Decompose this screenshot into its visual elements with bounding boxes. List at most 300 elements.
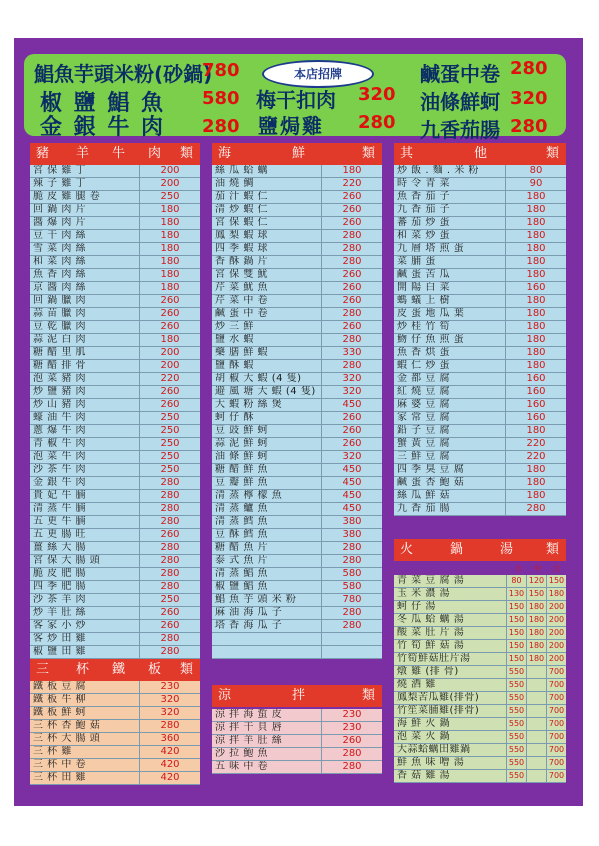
menu-item-price: 320 <box>321 386 382 398</box>
menu-item-name: 蚵 仔 湯 <box>397 601 436 612</box>
menu-item-price: 260 <box>139 308 200 320</box>
menu-item <box>394 243 566 256</box>
menu-item <box>394 601 566 614</box>
menu-item-price: 260 <box>139 529 200 541</box>
menu-item <box>212 464 382 477</box>
menu-item-price: 280 <box>321 360 382 372</box>
title-char: 鮮 <box>292 146 306 161</box>
menu-item-price: 320 <box>321 451 382 463</box>
menu-item-name: 金 都 豆 腐 <box>397 373 451 384</box>
menu-item-price: 180 <box>139 269 200 281</box>
menu-item-name: 麻 油 海 瓜 子 <box>215 607 283 618</box>
menu-item <box>394 490 566 503</box>
menu-item <box>394 308 566 321</box>
menu-item-name: 宮 保 大 腸 頭 <box>33 555 101 566</box>
menu-item-name: 冬 瓜 蛤 蠣 湯 <box>397 614 465 625</box>
menu-item-name: 竹筍鮮菇肚片湯 <box>397 653 471 664</box>
menu-item <box>30 282 200 295</box>
menu-item-price: 250 <box>139 594 200 606</box>
menu-item-name: 脆 皮 肥 腸 <box>33 568 87 579</box>
menu-item-name: 皮 蛋 地 瓜 葉 <box>397 308 465 319</box>
menu-item-price: 160 <box>505 386 566 398</box>
menu-item-name: 酸 菜 肚 片 湯 <box>397 627 465 638</box>
menu-item-price: 700 <box>546 692 566 704</box>
title-char: 杯 <box>76 662 90 677</box>
menu-item <box>394 451 566 464</box>
menu-item-name: 涼 拌 羊 肚 絲 <box>215 735 283 746</box>
menu-item-price: 280 <box>321 308 382 320</box>
menu-item <box>212 191 382 204</box>
menu-item-name: 客 炒 田 雞 <box>33 633 87 644</box>
menu-item-price: 420 <box>139 772 200 784</box>
menu-item-price: 550 <box>506 718 526 730</box>
menu-item-name: 竹笙菜脯雞(排骨) <box>397 705 480 716</box>
title-char: 類 <box>546 542 560 557</box>
menu-item-price: 580 <box>321 581 382 593</box>
menu-item-price: 80 <box>506 575 526 587</box>
menu-item-name: 鹹 蛋 中 卷 <box>215 308 269 319</box>
menu-item-price: 280 <box>139 503 200 515</box>
menu-item-name: 泡 菜 豬 肉 <box>33 373 87 384</box>
menu-item-price <box>526 744 546 756</box>
menu-item-name: 九 層 塔 煎 蛋 <box>397 243 465 254</box>
title-char: 湯 <box>500 542 514 557</box>
menu-item <box>30 581 200 594</box>
menu-item-name: 魚 香 茄 子 <box>397 191 451 202</box>
menu-item-price: 320 <box>139 707 200 719</box>
menu-item-price: 180 <box>321 165 382 177</box>
menu-item-price: 450 <box>321 464 382 476</box>
menu-item <box>212 620 382 633</box>
menu-item <box>30 295 200 308</box>
menu-item <box>394 399 566 412</box>
menu-item-name: 蟹 黃 豆 腐 <box>397 438 451 449</box>
menu-item-price <box>526 705 546 717</box>
menu-item <box>394 178 566 191</box>
title-char: 類 <box>180 146 194 161</box>
menu-item <box>30 772 200 785</box>
menu-item-name: 泡 菜 火 鍋 <box>397 731 451 742</box>
menu-item <box>212 735 382 748</box>
menu-item-price: 150 <box>506 640 526 652</box>
menu-item <box>212 308 382 321</box>
menu-item <box>30 464 200 477</box>
signature-dish-name: 油條鮮蚵 <box>420 90 500 114</box>
signature-dish-price: 280 <box>202 116 240 137</box>
menu-item-name: 大 蝦 粉 絲 煲 <box>215 399 283 410</box>
menu-item <box>30 733 200 746</box>
menu-item-name: 開 陽 白 菜 <box>397 282 451 293</box>
menu-item-name: 宮 保 蝦 仁 <box>215 217 269 228</box>
menu-item-price: 180 <box>505 217 566 229</box>
menu-item-name: 九 香 茄 子 <box>397 204 451 215</box>
menu-item-price: 550 <box>506 679 526 691</box>
menu-item-price: 180 <box>505 295 566 307</box>
menu-item-name: 玉 米 濃 湯 <box>397 588 451 599</box>
menu-item-price: 700 <box>546 718 566 730</box>
menu-item <box>394 165 566 178</box>
menu-item <box>394 191 566 204</box>
menu-item-name: 沙 拉 鮑 魚 <box>215 748 269 759</box>
menu-item <box>212 438 382 451</box>
menu-item-price: 220 <box>505 451 566 463</box>
title-char: 肉 <box>148 146 162 161</box>
menu-item <box>212 555 382 568</box>
menu-item <box>212 412 382 425</box>
menu-item-price: 280 <box>321 748 382 760</box>
menu-item-price <box>526 731 546 743</box>
menu-item <box>212 425 382 438</box>
menu-item-price: 180 <box>139 282 200 294</box>
menu-item-price: 230 <box>139 681 200 693</box>
menu-item-name: 豆 酥 鱈 魚 <box>215 529 269 540</box>
menu-item-name: 和 菜 炒 蛋 <box>397 230 451 241</box>
menu-item-price: 700 <box>546 744 566 756</box>
menu-item <box>212 269 382 282</box>
meat-list <box>30 165 200 659</box>
section-title-cold <box>212 685 382 707</box>
menu-item-price: 250 <box>139 464 200 476</box>
menu-item-price: 380 <box>321 529 382 541</box>
menu-item <box>30 321 200 334</box>
menu-item <box>394 386 566 399</box>
menu-item-price: 260 <box>139 321 200 333</box>
menu-item-price: 200 <box>139 347 200 359</box>
menu-item-price: 260 <box>321 425 382 437</box>
menu-item-price: 280 <box>139 490 200 502</box>
menu-item-price: 260 <box>321 217 382 229</box>
menu-item <box>30 746 200 759</box>
menu-item-name: 三 杯 田 雞 <box>33 772 87 783</box>
signature-badge: 本店招牌 <box>262 60 374 88</box>
title-char: 豬 <box>36 146 50 161</box>
menu-item <box>394 282 566 295</box>
menu-item-name: 鳳 梨 蝦 球 <box>215 230 269 241</box>
menu-item-name: 時 令 青 菜 <box>397 178 451 189</box>
menu-item-price: 180 <box>505 256 566 268</box>
menu-item-price: 150 <box>506 601 526 613</box>
menu-item-price: 450 <box>321 503 382 515</box>
title-char: 類 <box>546 146 560 161</box>
menu-item-price: 180 <box>505 490 566 502</box>
menu-item-price: 700 <box>546 757 566 769</box>
signature-dish-name: 椒 鹽 鯧 魚 <box>40 91 165 116</box>
menu-item <box>30 620 200 633</box>
menu-item <box>30 759 200 772</box>
menu-item <box>394 666 566 679</box>
menu-item-price: 180 <box>139 243 200 255</box>
menu-item <box>394 770 566 783</box>
menu-item-price: 180 <box>505 347 566 359</box>
menu-item-price: 280 <box>321 256 382 268</box>
menu-item-price: 700 <box>546 679 566 691</box>
menu-item-price: 180 <box>505 308 566 320</box>
menu-item-price: 180 <box>505 191 566 203</box>
menu-item <box>212 373 382 386</box>
menu-item <box>30 386 200 399</box>
menu-item <box>212 503 382 516</box>
menu-item-price: 180 <box>526 614 546 626</box>
signature-dish-price: 320 <box>358 84 396 105</box>
menu-item-price <box>526 718 546 730</box>
menu-item-price: 180 <box>526 627 546 639</box>
menu-item-name: 油 燒 鯛 <box>215 178 254 189</box>
menu-item-name: 沙 茶 羊 肉 <box>33 594 87 605</box>
section-title-hotpot <box>394 539 566 561</box>
menu-item-price: 250 <box>139 438 200 450</box>
sanbei-list <box>30 681 200 785</box>
section-title-seafood <box>212 143 382 165</box>
menu-item <box>212 256 382 269</box>
menu-item-price: 260 <box>139 386 200 398</box>
menu-item-price: 420 <box>139 759 200 771</box>
menu-item <box>212 529 382 542</box>
menu-item-name: 鮮 魚 味 噌 湯 <box>397 757 465 768</box>
menu-item-price: 280 <box>139 477 200 489</box>
menu-item-name: 蠔 油 牛 肉 <box>33 412 87 423</box>
menu-item-name: 蒜 苗 臘 肉 <box>33 308 87 319</box>
menu-item <box>212 204 382 217</box>
title-char: 鍋 <box>450 542 464 557</box>
menu-item-name: 芹 菜 中 卷 <box>215 295 269 306</box>
menu-item-price: 260 <box>139 620 200 632</box>
signature-dish-price: 280 <box>358 112 396 133</box>
menu-item-price: 180 <box>139 217 200 229</box>
menu-item-price: 280 <box>139 568 200 580</box>
menu-item <box>212 321 382 334</box>
menu-item <box>30 720 200 733</box>
menu-item-name: 四 季 肥 腸 <box>33 581 87 592</box>
title-char: 類 <box>362 146 376 161</box>
menu-item-price: 450 <box>321 399 382 411</box>
menu-item-name: 胡 椒 大 蝦 (4 隻) <box>215 373 302 384</box>
menu-item <box>212 594 382 607</box>
menu-item-price: 550 <box>506 666 526 678</box>
menu-item-name: 青 菜 豆 腐 湯 <box>397 575 465 586</box>
menu-item <box>394 503 566 516</box>
menu-item-price: 80 <box>505 165 566 177</box>
menu-item-price: 150 <box>506 653 526 665</box>
menu-item-price: 180 <box>139 204 200 216</box>
menu-item-name: 燉 雞 (排 骨) <box>397 666 459 677</box>
menu-item-name: 雪 菜 肉 絲 <box>33 243 87 254</box>
menu-item-name: 泡 菜 牛 肉 <box>33 451 87 462</box>
menu-item <box>30 542 200 555</box>
menu-item <box>30 503 200 516</box>
menu-item-price: 250 <box>139 425 200 437</box>
menu-item <box>212 722 382 735</box>
menu-item-price: 180 <box>505 230 566 242</box>
menu-item-price: 280 <box>321 555 382 567</box>
menu-item-name: 回 鍋 肉 片 <box>33 204 87 215</box>
menu-item-price: 150 <box>506 614 526 626</box>
menu-item <box>394 269 566 282</box>
menu-item-price: 260 <box>139 607 200 619</box>
menu-item-price <box>321 646 382 658</box>
menu-item <box>30 165 200 178</box>
menu-item-name: 鯧 魚 芋 頭 米 粉 <box>215 594 297 605</box>
menu-item <box>394 731 566 744</box>
menu-item <box>212 360 382 373</box>
signature-dish-name: 鯧魚芋頭米粉(砂鍋) <box>34 62 213 86</box>
menu-item <box>212 386 382 399</box>
menu-item-price: 180 <box>505 477 566 489</box>
menu-item-price: 180 <box>526 640 546 652</box>
menu-item-name: 麻 婆 豆 腐 <box>397 399 451 410</box>
menu-item-name: 炒 山 豬 肉 <box>33 399 87 410</box>
menu-item <box>212 646 382 659</box>
menu-item-name: 豆 瓣 鮮 魚 <box>215 477 269 488</box>
menu-item <box>212 334 382 347</box>
menu-item-price: 700 <box>546 731 566 743</box>
menu-item-name: 四 季 臭 豆 腐 <box>397 464 465 475</box>
menu-item <box>394 373 566 386</box>
menu-item-price: 180 <box>139 230 200 242</box>
menu-item-price: 230 <box>321 722 382 734</box>
menu-item-price: 260 <box>321 282 382 294</box>
menu-item-name: 紅 燒 豆 腐 <box>397 386 451 397</box>
menu-item-price: 280 <box>139 581 200 593</box>
menu-item-price: 700 <box>546 666 566 678</box>
menu-item <box>30 308 200 321</box>
menu-item-name: 鐵 板 豆 腐 <box>33 681 87 692</box>
menu-item-price: 280 <box>321 607 382 619</box>
section-title-sanbei <box>30 659 200 681</box>
menu-item-name: 泰 式 魚 片 <box>215 555 269 566</box>
menu-item <box>394 692 566 705</box>
menu-item-price: 90 <box>505 178 566 190</box>
menu-item-price: 200 <box>546 653 566 665</box>
menu-item <box>30 451 200 464</box>
menu-item-name: 塔 香 海 瓜 子 <box>215 620 283 631</box>
title-char: 其 <box>400 146 414 161</box>
menu-item-price: 150 <box>526 588 546 600</box>
menu-item <box>30 516 200 529</box>
menu-item-price: 260 <box>321 321 382 333</box>
signature-dish-price: 280 <box>510 116 548 137</box>
menu-item <box>212 490 382 503</box>
menu-item <box>30 555 200 568</box>
menu-item-name: 宮 保 雙 魷 <box>215 269 269 280</box>
menu-item-price: 580 <box>321 568 382 580</box>
menu-item <box>394 464 566 477</box>
menu-item-price: 200 <box>139 178 200 190</box>
menu-item-name: 魩 仔 魚 煎 蛋 <box>397 334 465 345</box>
menu-item <box>394 334 566 347</box>
signature-dish-name: 金 銀 牛 肉 <box>40 115 165 140</box>
menu-item-name: 鹹 蛋 苦 瓜 <box>397 269 451 280</box>
menu-item-price: 550 <box>506 744 526 756</box>
menu-item-price: 450 <box>321 477 382 489</box>
menu-item-price: 260 <box>139 399 200 411</box>
menu-item-price: 160 <box>505 282 566 294</box>
menu-item-name: 鉛 子 豆 腐 <box>397 425 451 436</box>
menu-item-price: 180 <box>505 204 566 216</box>
menu-item-name: 金 銀 牛 肉 <box>33 477 87 488</box>
menu-item-price: 180 <box>505 334 566 346</box>
menu-item-price: 700 <box>546 770 566 782</box>
menu-item <box>394 347 566 360</box>
menu-item-name: 貴 妃 牛 腩 <box>33 490 87 501</box>
menu-item-name: 椒 鹽 田 雞 <box>33 646 87 657</box>
menu-item-price: 200 <box>546 640 566 652</box>
menu-item-price: 320 <box>321 373 382 385</box>
signature-dish-name: 九香茄腸 <box>420 118 500 142</box>
menu-item-price: 280 <box>505 503 566 515</box>
menu-item-name: 椒 鹽 鯧 魚 <box>215 581 269 592</box>
menu-item <box>212 761 382 774</box>
menu-item-name: 五 味 中 卷 <box>215 761 269 772</box>
menu-item-name: 鐵 板 鮮 蚵 <box>33 707 87 718</box>
menu-item <box>212 243 382 256</box>
menu-item-name: 糖 醋 里 肌 <box>33 347 87 358</box>
menu-item <box>394 679 566 692</box>
title-char: 火 <box>400 542 414 557</box>
menu-item-price: 550 <box>506 757 526 769</box>
menu-item-name: 辣 子 雞 丁 <box>33 178 87 189</box>
menu-item-price: 550 <box>506 770 526 782</box>
menu-item <box>394 321 566 334</box>
seafood-list <box>212 165 382 659</box>
menu-item-price: 180 <box>546 588 566 600</box>
menu-item-name: 糖 醋 魚 片 <box>215 542 269 553</box>
menu-item-price: 280 <box>321 230 382 242</box>
menu-item-name: 清 炒 蝦 仁 <box>215 204 269 215</box>
menu-item-name: 燒 酒 雞 <box>397 679 436 690</box>
menu-item-name: 蚵 仔 酥 <box>215 412 254 423</box>
menu-item-price: 700 <box>546 705 566 717</box>
menu-item-price: 550 <box>506 731 526 743</box>
title-char: 三 <box>36 662 50 677</box>
menu-item-name: 炒 飯 . 麵 . 米 粉 <box>397 165 479 176</box>
menu-item-name: 鹽 水 蝦 <box>215 334 254 345</box>
menu-item-price: 260 <box>321 191 382 203</box>
menu-item-price: 220 <box>139 373 200 385</box>
menu-item-name: 清 蒸 鱸 魚 <box>215 503 269 514</box>
menu-item <box>212 542 382 555</box>
menu-item-price: 200 <box>546 627 566 639</box>
menu-item-name: 蔥 爆 牛 肉 <box>33 425 87 436</box>
menu-item-price: 160 <box>505 373 566 385</box>
menu-item-price: 180 <box>505 269 566 281</box>
menu-item-name: 鹹 蛋 杏 鮑 菇 <box>397 477 465 488</box>
menu-item <box>394 425 566 438</box>
size-label-small: 小 <box>514 564 523 573</box>
menu-item-price: 180 <box>505 425 566 437</box>
menu-item-price: 150 <box>506 627 526 639</box>
menu-item <box>394 588 566 601</box>
menu-item-price: 280 <box>139 555 200 567</box>
menu-item-name: 香 菇 雞 湯 <box>397 770 451 781</box>
menu-item-price: 260 <box>139 295 200 307</box>
menu-item-price <box>321 633 382 645</box>
menu-item-price: 180 <box>139 256 200 268</box>
menu-item <box>30 204 200 217</box>
menu-item-price <box>526 666 546 678</box>
menu-item-name: 涼 拌 干 貝 唇 <box>215 722 283 733</box>
menu-item <box>394 757 566 770</box>
menu-item <box>30 646 200 659</box>
menu-item-name: 鹽 酥 蝦 <box>215 360 254 371</box>
menu-item-price <box>526 679 546 691</box>
menu-item-price: 160 <box>505 412 566 424</box>
menu-item-price: 280 <box>321 542 382 554</box>
menu-item <box>212 748 382 761</box>
menu-item-name: 京 醬 肉 絲 <box>33 282 87 293</box>
menu-item-name: 鳳梨苦瓜雞(排骨) <box>397 692 480 703</box>
menu-item-name: 糖 醋 鮮 魚 <box>215 464 269 475</box>
menu-item-price: 280 <box>321 243 382 255</box>
